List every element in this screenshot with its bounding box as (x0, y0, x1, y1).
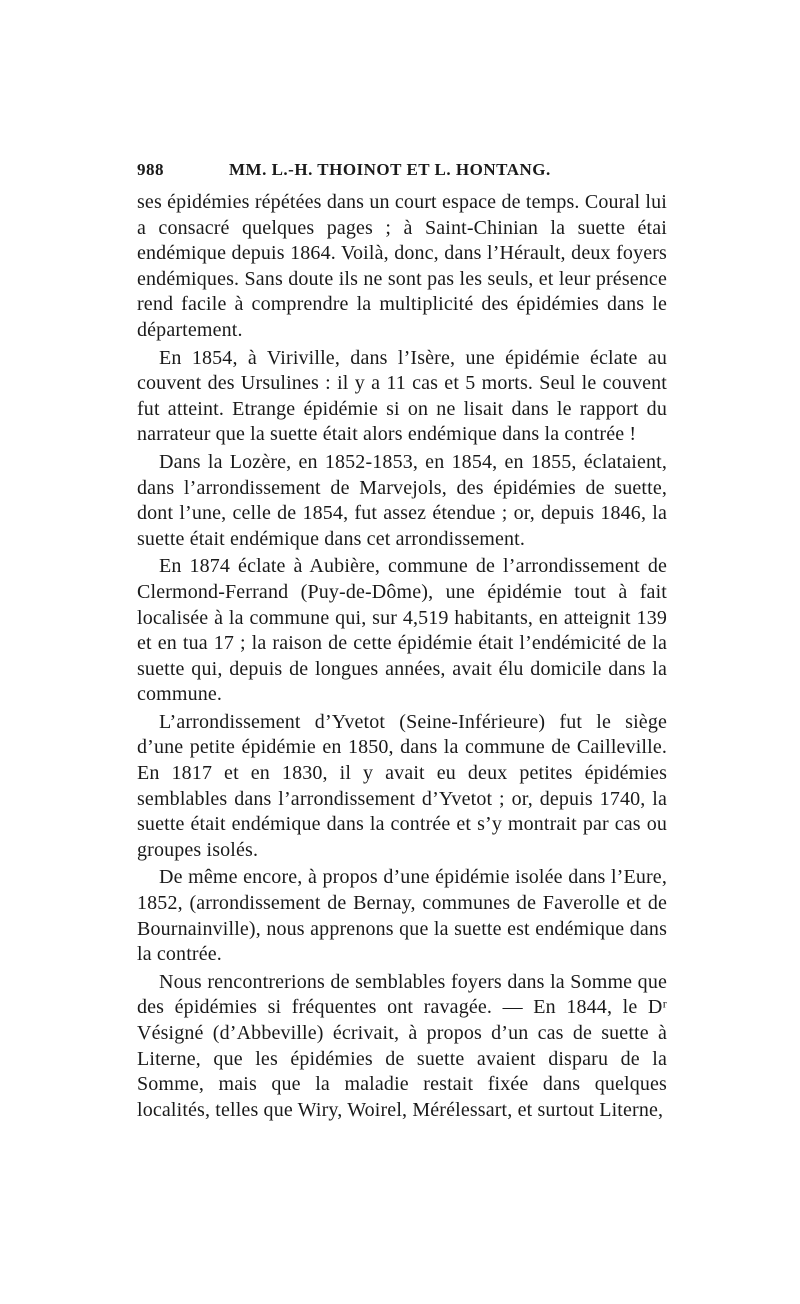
paragraph-4: En 1874 éclate à Aubière, commune de l’arrondissement de Clermond-Ferrand (Puy-de-Dôme), une épidémie tout à fait localisée à la commune qui, sur 4,519 habitants, en atteignit 139 et en tua 17 ; la raison de cette épidémie était l’endémicité de la suette qui, depuis de longues années, avait élu domicile dans la commune. (137, 555, 667, 706)
running-title: MM. L.-H. THOINOT ET L. HONTANG. (229, 160, 551, 179)
paragraph-1: ses épidémies répétées dans un court espace de temps. Coural lui a consacré quelques pages ; à Saint-Chinian la suette étai endémique depuis 1864. Voilà, donc, dans l’Hérault, deux foyers endémiques. Sans doute ils ne sont pas les seuls, et leur présence rend facile à comprendre la multiplicité des épidémies dans le département. (137, 191, 667, 341)
running-head (137, 160, 667, 190)
paragraph-6: De même encore, à propos d’une épidémie isolée dans l’Eure, 1852, (arrondissement de Bernay, communes de Faverolle et de Bournainville), nous apprenons que la suette est endémique dans la contrée. (137, 866, 667, 966)
paragraph-5: L’arrondissement d’Yvetot (Seine-Inférieure) fut le siège d’une petite épidémie en 1850, dans la commune de Cailleville. En 1817 et en 1830, il y avait eu deux petites épidémies semblables dans l’arrondissement d’Yvetot ; or, depuis 1740, la suette était endémique dans la contrée et s’y montrait par cas ou groupes isolés. (137, 710, 667, 861)
book-page (137, 160, 667, 1123)
paragraph-7: Nous rencontrerions de semblables foyers dans la Somme que des épidémies si fréquentes ont ravagée. — En 1844, le Dʳ Vésigné (d’Abbeville) écrivait, à propos d’un cas de suette à Literne, que les épidémies de suette avaient disparu de la Somme, mais que la maladie restait fixée dans quelques localités, telles que Wiry, Woirel, Mérélessart, et surtout Literne, (137, 970, 667, 1121)
page-number: 988 (137, 160, 164, 179)
paragraph-3: Dans la Lozère, en 1852-1853, en 1854, en 1855, éclataient, dans l’arrondissement de Marvejols, des épidémies de suette, dont l’une, celle de 1854, fut assez étendue ; or, depuis 1846, la suette était endémique dans cet arrondissement. (137, 450, 667, 550)
paragraph-2: En 1854, à Viriville, dans l’Isère, une épidémie éclate au couvent des Ursulines : il y a 11 cas et 5 morts. Seul le couvent fut atteint. Etrange épidémie si on ne lisait dans le rapport du narrateur que la suette était alors endémique dans la contrée ! (137, 346, 667, 446)
body-text (137, 190, 667, 1123)
